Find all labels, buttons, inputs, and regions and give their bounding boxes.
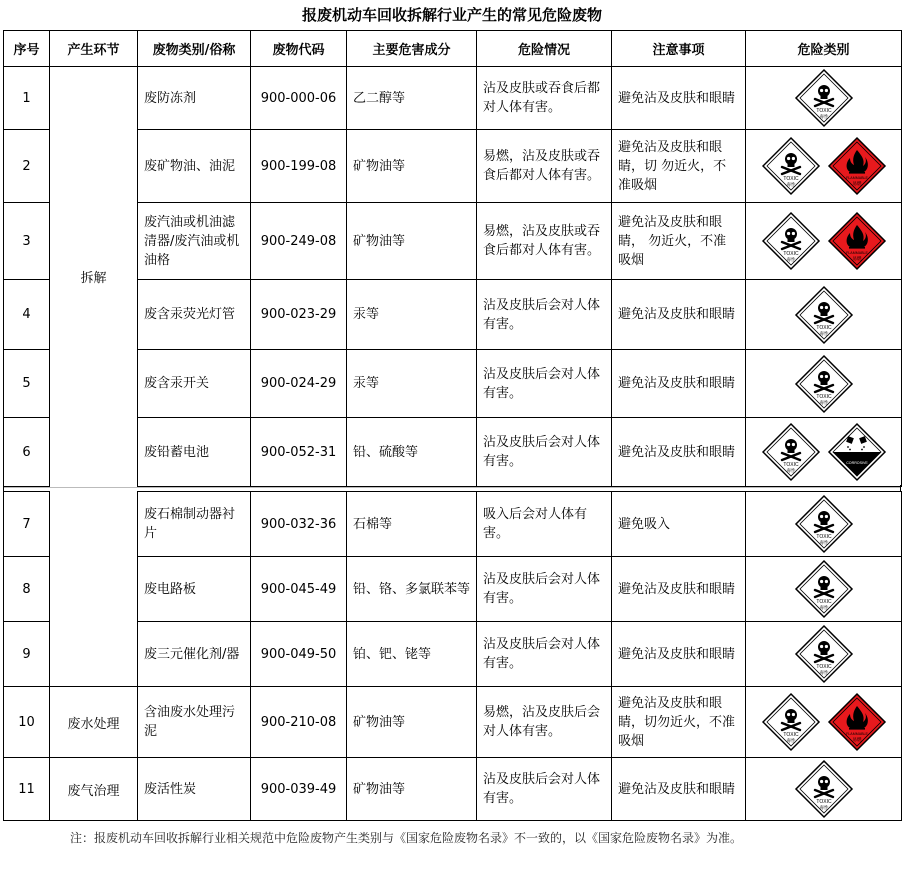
table-row [4, 203, 902, 280]
hazard-desc: 沾及皮肤后会对人体有害。 [477, 280, 612, 350]
header-stage: 产生环节 [50, 31, 138, 67]
main-component: 铂、钯、铑等 [347, 622, 477, 687]
hazard-desc: 易燃，沾及皮肤后会对人体有害。 [477, 687, 612, 758]
waste-code: 900-039-49 [251, 758, 347, 821]
toxic-icon [794, 494, 854, 554]
toxic-label-cn: 毒性 [786, 739, 795, 744]
toxic-label-cn: 毒性 [819, 331, 828, 337]
stage-exhaust: 废气治理 [50, 758, 138, 821]
flammable-icon [827, 136, 887, 196]
toxic-label-en: TOXIC [815, 393, 832, 400]
hazard-category [746, 350, 902, 418]
hazard-category [746, 280, 902, 350]
hazard-desc: 沾及皮肤后会对人体有害。 [477, 350, 612, 418]
header-category: 危险类别 [746, 31, 902, 67]
toxic-icon [761, 136, 821, 196]
waste-code: 900-052-31 [251, 418, 347, 487]
header-hazard: 危险情况 [477, 31, 612, 67]
toxic-label-en: TOXIC [815, 664, 832, 670]
toxic-label-en: TOXIC [782, 462, 799, 468]
waste-code: 900-045-49 [251, 557, 347, 622]
flammable-label-cn: 易燃 [852, 182, 861, 187]
waste-name: 废含汞开关 [138, 350, 251, 418]
toxic-label-en: TOXIC [815, 534, 832, 540]
row-no: 10 [4, 687, 50, 758]
hazard-category [746, 687, 902, 758]
waste-name: 废矿物油、油泥 [138, 130, 251, 203]
row-no: 9 [4, 622, 50, 687]
precaution: 避免沾及皮肤和眼睛 [612, 67, 746, 130]
toxic-label-en: TOXIC [782, 176, 799, 182]
hazard-table-bottom [3, 491, 902, 821]
toxic-label-cn: 毒性 [786, 183, 795, 188]
main-component: 矿物油等 [347, 130, 477, 203]
waste-name: 废电路板 [138, 557, 251, 622]
precaution: 避免沾及皮肤和眼睛 [612, 758, 746, 821]
hazard-desc: 易燃，沾及皮肤或吞食后都对人体有害。 [477, 130, 612, 203]
waste-name: 废石棉制动器衬片 [138, 492, 251, 557]
main-component: 乙二醇等 [347, 67, 477, 130]
hazard-desc: 易燃，沾及皮肤或吞食后都对人体有害。 [477, 203, 612, 280]
toxic-icon [761, 692, 821, 752]
table-row [4, 557, 902, 622]
corrosive-label-en: CORROSIVE [845, 461, 868, 465]
main-component: 矿物油等 [347, 687, 477, 758]
toxic-label-en: TOXIC [815, 599, 832, 605]
hazard-category [746, 492, 902, 557]
table-row [4, 758, 902, 821]
table-header-row [4, 31, 902, 67]
main-component: 铅、硫酸等 [347, 418, 477, 487]
hazard-category [746, 418, 902, 487]
main-component: 石棉等 [347, 492, 477, 557]
precaution: 避免沾及皮肤和眼睛 [612, 418, 746, 487]
toxic-label-cn: 毒性 [819, 671, 828, 676]
stage-chaijie-cont [50, 492, 138, 687]
row-no: 3 [4, 203, 50, 280]
header-component: 主要危害成分 [347, 31, 477, 67]
waste-code: 900-000-06 [251, 67, 347, 130]
toxic-label-cn: 毒性 [819, 400, 828, 406]
row-no: 11 [4, 758, 50, 821]
stage-chaijie: 拆解 [50, 67, 138, 487]
waste-name: 废三元催化剂/器 [138, 622, 251, 687]
main-component: 矿物油等 [347, 758, 477, 821]
toxic-icon [794, 624, 854, 684]
hazard-table-top [3, 30, 902, 487]
hazard-category [746, 130, 902, 203]
main-component: 矿物油等 [347, 203, 477, 280]
toxic-label-cn: 毒性 [819, 115, 828, 120]
waste-name: 废活性炭 [138, 758, 251, 821]
toxic-icon [761, 211, 821, 271]
waste-code: 900-199-08 [251, 130, 347, 203]
table-row [4, 280, 902, 350]
flammable-icon [827, 211, 887, 271]
hazard-category [746, 557, 902, 622]
precaution: 避免沾及皮肤和眼睛，切 勿近火，不准吸烟 [612, 130, 746, 203]
header-no: 序号 [4, 31, 50, 67]
hazard-desc: 沾及皮肤后会对人体有害。 [477, 557, 612, 622]
waste-code: 900-210-08 [251, 687, 347, 758]
toxic-label-cn: 毒性 [819, 606, 828, 611]
footnote: 注：报废机动车回收拆解行业相关规范中危险废物产生类别与《国家危险废物名录》不一致的，以《国家危险废物名录》为准。 [70, 831, 743, 845]
toxic-icon [794, 354, 854, 414]
toxic-icon [794, 285, 854, 345]
hazard-category [746, 203, 902, 280]
flammable-label-en: FLAMMABLE [845, 251, 868, 255]
table-row [4, 418, 902, 487]
precaution: 避免沾及皮肤和眼睛，切勿近火，不准吸烟 [612, 687, 746, 758]
toxic-icon [794, 759, 854, 819]
table-row [4, 492, 902, 557]
precaution: 避免沾及皮肤和眼睛 [612, 557, 746, 622]
waste-code: 900-023-29 [251, 280, 347, 350]
precaution: 避免吸入 [612, 492, 746, 557]
flammable-label-cn: 易燃 [852, 257, 861, 262]
hazard-desc: 沾及皮肤后会对人体有害。 [477, 622, 612, 687]
precaution: 避免沾及皮肤和眼睛 [612, 280, 746, 350]
toxic-label-en: TOXIC [815, 799, 832, 805]
row-no: 4 [4, 280, 50, 350]
row-no: 1 [4, 67, 50, 130]
row-no: 8 [4, 557, 50, 622]
toxic-icon [794, 559, 854, 619]
toxic-label-en: TOXIC [815, 324, 832, 331]
header-name: 废物类别/俗称 [138, 31, 251, 67]
flammable-icon [827, 692, 887, 752]
waste-name: 废铅蓄电池 [138, 418, 251, 487]
toxic-label-cn: 毒性 [786, 469, 795, 474]
toxic-label-en: TOXIC [782, 251, 799, 257]
table-row [4, 687, 902, 758]
toxic-icon [794, 68, 854, 128]
precaution: 避免沾及皮肤和眼睛， 勿近火，不准吸烟 [612, 203, 746, 280]
waste-name: 废含汞荧光灯管 [138, 280, 251, 350]
main-component: 汞等 [347, 280, 477, 350]
hazard-desc: 沾及皮肤或吞食后都对人体有害。 [477, 67, 612, 130]
hazard-category [746, 758, 902, 821]
header-note: 注意事项 [612, 31, 746, 67]
waste-name: 废汽油或机油滤清器/废汽油或机油格 [138, 203, 251, 280]
hazard-desc: 沾及皮肤后会对人体有害。 [477, 758, 612, 821]
hazard-desc: 沾及皮肤后会对人体有害。 [477, 418, 612, 487]
row-no: 7 [4, 492, 50, 557]
corrosive-icon [827, 422, 887, 482]
precaution: 避免沾及皮肤和眼睛 [612, 350, 746, 418]
page-title: 报废机动车回收拆解行业产生的常见危险废物 [301, 6, 602, 24]
flammable-label-en: FLAMMABLE [845, 732, 868, 736]
main-component: 汞等 [347, 350, 477, 418]
table-row [4, 622, 902, 687]
header-code: 废物代码 [251, 31, 347, 67]
waste-name: 废防冻剂 [138, 67, 251, 130]
main-component: 铅、铬、多氯联苯等 [347, 557, 477, 622]
row-no: 2 [4, 130, 50, 203]
hazard-category [746, 67, 902, 130]
toxic-label-en: TOXIC [815, 108, 832, 114]
waste-code: 900-249-08 [251, 203, 347, 280]
row-no: 6 [4, 418, 50, 487]
waste-code: 900-024-29 [251, 350, 347, 418]
hazard-desc: 吸入后会对人体有害。 [477, 492, 612, 557]
stage-wastewater: 废水处理 [50, 687, 138, 758]
flammable-label-cn: 易燃 [852, 738, 861, 743]
toxic-label-en: TOXIC [782, 732, 799, 738]
row-no: 5 [4, 350, 50, 418]
toxic-icon [761, 422, 821, 482]
waste-name: 含油废水处理污泥 [138, 687, 251, 758]
table-row [4, 350, 902, 418]
precaution: 避免沾及皮肤和眼睛 [612, 622, 746, 687]
toxic-label-cn: 毒性 [819, 541, 828, 546]
table-row [4, 67, 902, 130]
waste-code: 900-049-50 [251, 622, 347, 687]
flammable-label-en: FLAMMABLE [845, 176, 868, 180]
toxic-label-cn: 毒性 [786, 258, 795, 263]
hazard-category [746, 622, 902, 687]
waste-code: 900-032-36 [251, 492, 347, 557]
toxic-label-cn: 毒性 [819, 806, 828, 811]
table-row [4, 130, 902, 203]
